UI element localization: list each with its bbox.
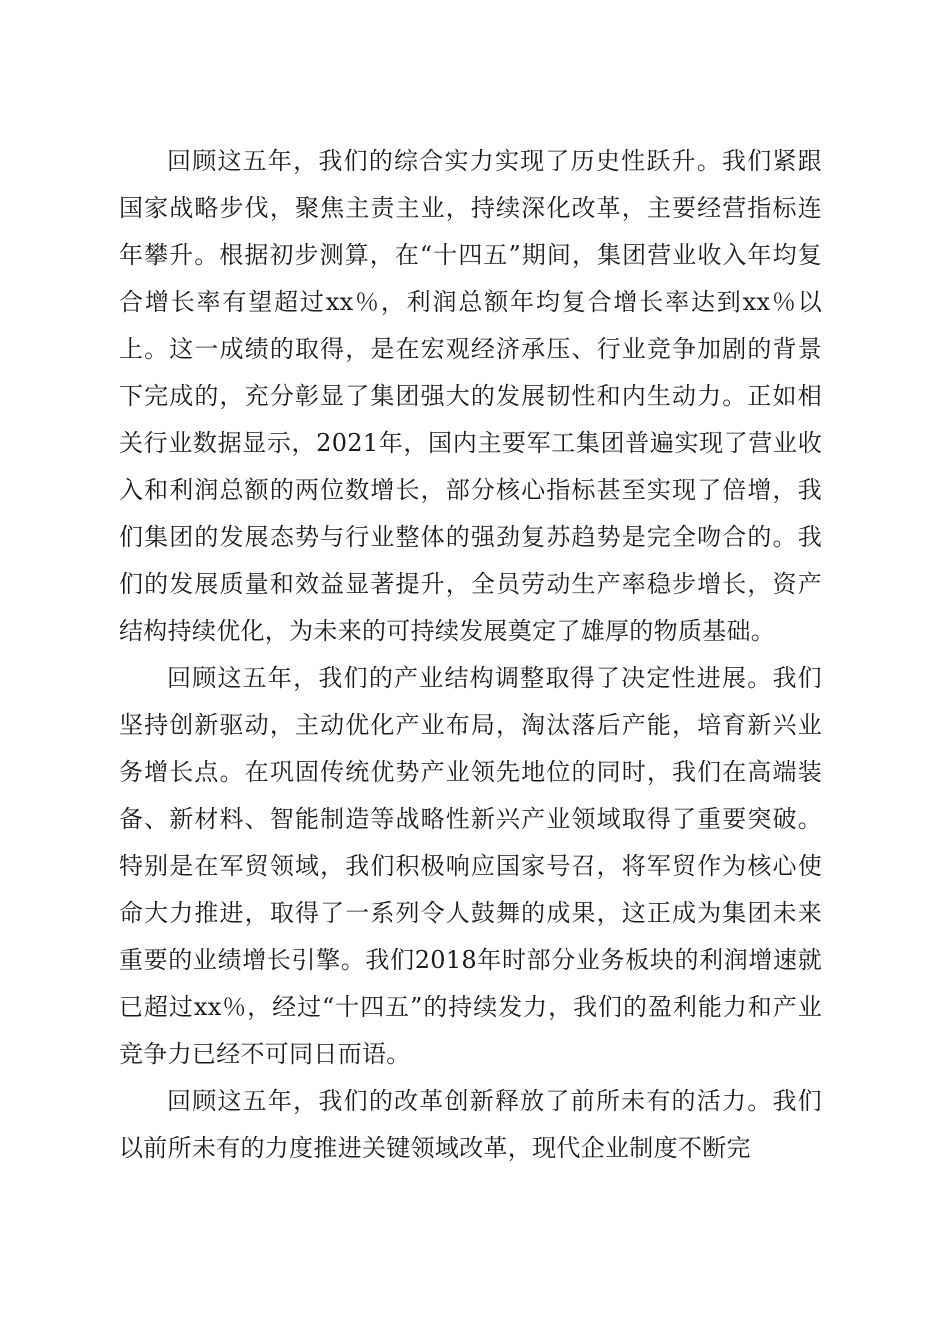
- paragraph-industrial-structure: 回顾这五年，我们的产业结构调整取得了决定性进展。我们坚持创新驱动，主动优化产业布局，淘汰落后产能，培育新兴业务增长点。在巩固传统优势产业领先地位的同时，我们在高端装备、新材料、智能制造等战略性新兴产业领域取得了重要突破。特别是在军贸领域，我们积极响应国家号召，将军贸作为核心使命大力推进，取得了一系列令人鼓舞的成果，这正成为集团未来重要的业绩增长引擎。我们2018年时部分业务板块的利润增速就已超过xx％，经过“十四五”的持续发力，我们的盈利能力和产业竞争力已经不可同日而语。: [119, 664, 822, 1068]
- paragraph-comprehensive-strength: 回顾这五年，我们的综合实力实现了历史性跃升。我们紧跟国家战略步伐，聚焦主责主业，持续深化改革，主要经营指标连年攀升。根据初步测算，在“十四五”期间，集团营业收入年均复合增长率有望超过xx％，利润总额年均复合增长率达到xx％以上。这一成绩的取得，是在宏观经济承压、行业竞争加剧的背景下完成的，充分彰显了集团强大的发展韧性和内生动力。正如相关行业数据显示，2021年，国内主要军工集团普遍实现了营业收入和利润总额的两位数增长，部分核心指标甚至实现了倍增，我们集团的发展态势与行业整体的强劲复苏趋势是完全吻合的。我们的发展质量和效益显著提升，全员劳动生产率稳步增长，资产结构持续优化，为未来的可持续发展奠定了雄厚的物质基础。: [119, 147, 822, 645]
- paragraph-reform-innovation: 回顾这五年，我们的改革创新释放了前所未有的活力。我们以前所未有的力度推进关键领域改革，现代企业制度不断完: [119, 1087, 822, 1162]
- document-body: [119, 138, 822, 1172]
